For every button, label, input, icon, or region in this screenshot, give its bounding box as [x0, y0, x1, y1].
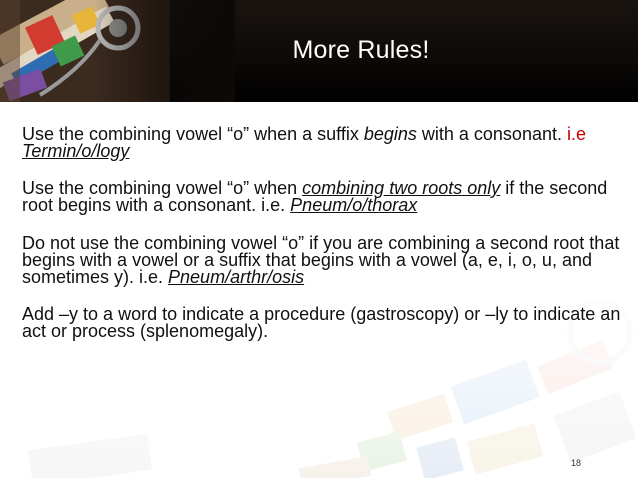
- rule-paragraph-4: [22, 306, 622, 340]
- slide-body: [22, 126, 622, 360]
- rule-text: Add –y to a word to indicate a procedure (gastroscopy) or –ly to indicate an act or process (splenomegaly).: [22, 304, 621, 341]
- example-term: Pneum/arthr/osis: [168, 267, 305, 287]
- emphasis-text: combining two roots only: [302, 178, 501, 198]
- rule-text: Do not use the combining vowel “o” if you are combining a second root that begins with a vowel or a suffix that begins with a vowel (a, e, i, o, u, and sometimes y). i.e.: [22, 233, 620, 287]
- rule-paragraph-3: [22, 235, 622, 286]
- example-marker: i.e: [566, 124, 586, 144]
- emphasis-text: begins: [363, 124, 417, 144]
- example-term: Pneum/o/thorax: [290, 195, 418, 215]
- rule-text: Use the combining vowel “o” when a suffix: [22, 124, 364, 144]
- title-bar: [0, 0, 638, 102]
- rule-text: Use the combining vowel “o” when: [22, 178, 303, 198]
- slide-title: More Rules!: [292, 36, 430, 64]
- page-number: 18: [571, 458, 582, 468]
- rule-paragraph-1: [22, 126, 622, 160]
- example-term: Termin/o/logy: [22, 141, 130, 161]
- rule-text: if the second root begins with a consonant. i.e.: [22, 178, 608, 215]
- rule-paragraph-2: [22, 180, 622, 214]
- rule-text: with a consonant.: [416, 124, 567, 144]
